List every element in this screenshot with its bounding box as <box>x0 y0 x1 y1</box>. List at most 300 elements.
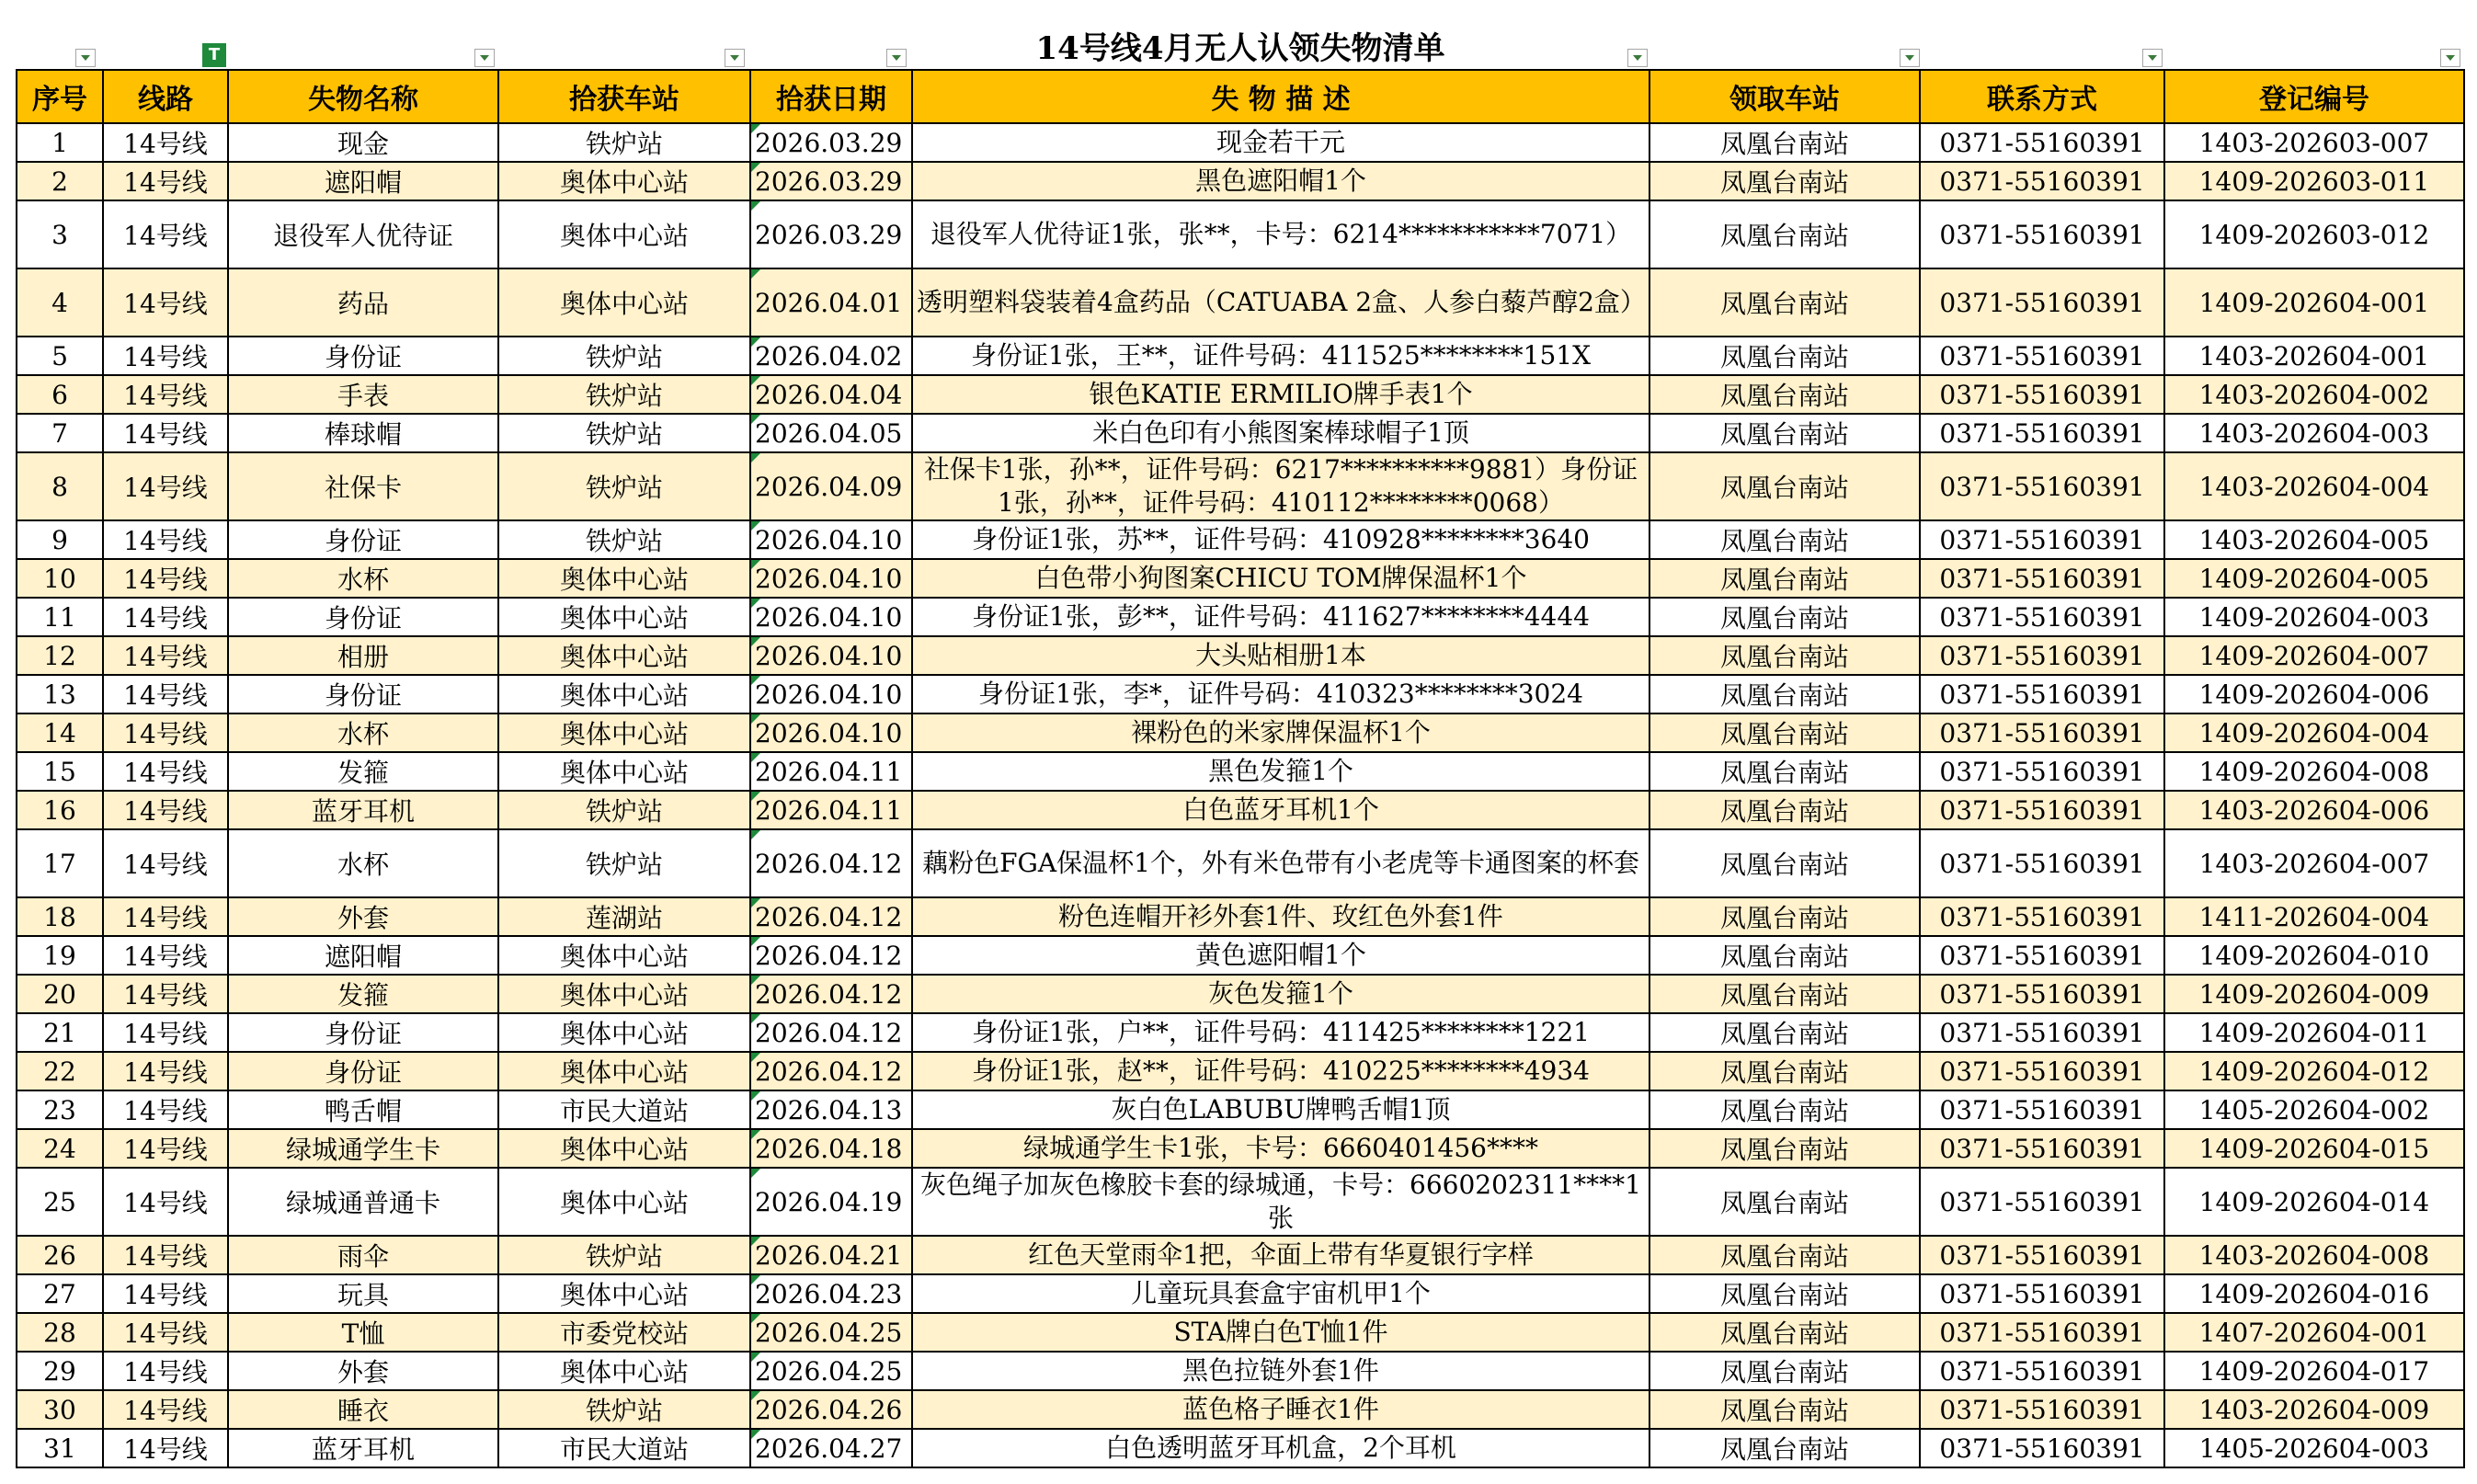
cell-pickup-station[interactable]: 凤凰台南站 <box>1649 268 1920 337</box>
filter-dropdown-icon[interactable] <box>1627 49 1648 67</box>
cell-reg-number[interactable]: 1409-202604-007 <box>2164 636 2464 675</box>
cell-description[interactable]: 白色透明蓝牙耳机盒，2个耳机 <box>912 1429 1649 1467</box>
cell-reg-number[interactable]: 1403-202604-003 <box>2164 414 2464 452</box>
cell-line[interactable]: 14号线 <box>103 675 228 713</box>
cell-found-date[interactable]: 2026.04.12 <box>750 1052 912 1090</box>
cell-pickup-station[interactable]: 凤凰台南站 <box>1649 200 1920 268</box>
cell-pickup-station[interactable]: 凤凰台南站 <box>1649 1390 1920 1429</box>
cell-index[interactable]: 15 <box>17 752 103 791</box>
cell-item-name[interactable]: 外套 <box>228 1352 498 1390</box>
cell-found-date[interactable]: 2026.04.10 <box>750 636 912 675</box>
cell-found-date[interactable]: 2026.04.18 <box>750 1129 912 1168</box>
cell-pickup-station[interactable]: 凤凰台南站 <box>1649 897 1920 936</box>
cell-index[interactable]: 30 <box>17 1390 103 1429</box>
cell-found-date[interactable]: 2026.04.19 <box>750 1168 912 1236</box>
cell-reg-number[interactable]: 1409-202604-014 <box>2164 1168 2464 1236</box>
cell-found-station[interactable]: 市民大道站 <box>498 1090 750 1129</box>
cell-found-date[interactable]: 2026.04.05 <box>750 414 912 452</box>
table-row[interactable] <box>17 1313 2464 1352</box>
title-cell[interactable] <box>17 16 2464 70</box>
cell-pickup-station[interactable]: 凤凰台南站 <box>1649 1274 1920 1313</box>
cell-line[interactable]: 14号线 <box>103 1236 228 1274</box>
cell-pickup-station[interactable]: 凤凰台南站 <box>1649 1168 1920 1236</box>
cell-pickup-station[interactable]: 凤凰台南站 <box>1649 520 1920 559</box>
table-row[interactable] <box>17 1129 2464 1168</box>
cell-line[interactable]: 14号线 <box>103 162 228 200</box>
cell-reg-number[interactable]: 1403-202604-002 <box>2164 375 2464 414</box>
active-filter-icon[interactable]: T <box>202 43 226 67</box>
cell-pickup-station[interactable]: 凤凰台南站 <box>1649 829 1920 897</box>
cell-reg-number[interactable]: 1409-202604-001 <box>2164 268 2464 337</box>
cell-description[interactable]: STA牌白色T恤1件 <box>912 1313 1649 1352</box>
cell-description[interactable]: 灰色发箍1个 <box>912 975 1649 1013</box>
table-row[interactable] <box>17 1390 2464 1429</box>
cell-index[interactable]: 14 <box>17 713 103 752</box>
cell-found-station[interactable]: 铁炉站 <box>498 375 750 414</box>
cell-found-station[interactable]: 奥体中心站 <box>498 675 750 713</box>
cell-found-station[interactable]: 奥体中心站 <box>498 713 750 752</box>
table-row[interactable] <box>17 1013 2464 1052</box>
cell-reg-number[interactable]: 1403-202604-005 <box>2164 520 2464 559</box>
cell-reg-number[interactable]: 1403-202604-001 <box>2164 337 2464 375</box>
cell-found-date[interactable]: 2026.04.12 <box>750 1013 912 1052</box>
table-row[interactable] <box>17 162 2464 200</box>
table-row[interactable] <box>17 975 2464 1013</box>
cell-contact[interactable]: 0371-55160391 <box>1920 200 2164 268</box>
cell-description[interactable]: 身份证1张，赵**，证件号码：410225********4934 <box>912 1052 1649 1090</box>
table-row[interactable] <box>17 675 2464 713</box>
column-header-found-station[interactable]: 拾获车站 <box>498 70 750 123</box>
cell-found-station[interactable]: 铁炉站 <box>498 452 750 520</box>
cell-index[interactable]: 1 <box>17 123 103 162</box>
table-row[interactable] <box>17 375 2464 414</box>
cell-line[interactable]: 14号线 <box>103 636 228 675</box>
cell-found-date[interactable]: 2026.04.23 <box>750 1274 912 1313</box>
cell-index[interactable]: 19 <box>17 936 103 975</box>
filter-dropdown-icon[interactable] <box>75 49 96 67</box>
cell-item-name[interactable]: 绿城通普通卡 <box>228 1168 498 1236</box>
cell-found-date[interactable]: 2026.04.01 <box>750 268 912 337</box>
cell-description[interactable]: 灰色绳子加灰色橡胶卡套的绿城通，卡号：6660202311****1张 <box>912 1168 1649 1236</box>
cell-pickup-station[interactable]: 凤凰台南站 <box>1649 1352 1920 1390</box>
cell-description[interactable]: 身份证1张，彭**，证件号码：411627********4444 <box>912 598 1649 636</box>
cell-found-station[interactable]: 铁炉站 <box>498 829 750 897</box>
cell-pickup-station[interactable]: 凤凰台南站 <box>1649 975 1920 1013</box>
filter-dropdown-icon[interactable] <box>2142 49 2163 67</box>
table-row[interactable] <box>17 1168 2464 1236</box>
cell-item-name[interactable]: 现金 <box>228 123 498 162</box>
cell-reg-number[interactable]: 1409-202604-003 <box>2164 598 2464 636</box>
cell-index[interactable]: 22 <box>17 1052 103 1090</box>
cell-contact[interactable]: 0371-55160391 <box>1920 975 2164 1013</box>
cell-reg-number[interactable]: 1409-202603-011 <box>2164 162 2464 200</box>
cell-pickup-station[interactable]: 凤凰台南站 <box>1649 123 1920 162</box>
cell-line[interactable]: 14号线 <box>103 520 228 559</box>
cell-description[interactable]: 黑色发箍1个 <box>912 752 1649 791</box>
cell-index[interactable]: 13 <box>17 675 103 713</box>
cell-line[interactable]: 14号线 <box>103 1352 228 1390</box>
cell-description[interactable]: 儿童玩具套盒宇宙机甲1个 <box>912 1274 1649 1313</box>
cell-found-station[interactable]: 奥体中心站 <box>498 752 750 791</box>
table-row[interactable] <box>17 337 2464 375</box>
cell-reg-number[interactable]: 1405-202604-003 <box>2164 1429 2464 1467</box>
cell-item-name[interactable]: 相册 <box>228 636 498 675</box>
cell-reg-number[interactable]: 1409-202604-010 <box>2164 936 2464 975</box>
cell-description[interactable]: 退役军人优待证1张，张**，卡号：6214***********7071） <box>912 200 1649 268</box>
cell-found-station[interactable]: 奥体中心站 <box>498 1129 750 1168</box>
cell-found-station[interactable]: 奥体中心站 <box>498 1352 750 1390</box>
cell-item-name[interactable]: 雨伞 <box>228 1236 498 1274</box>
cell-index[interactable]: 7 <box>17 414 103 452</box>
cell-contact[interactable]: 0371-55160391 <box>1920 268 2164 337</box>
cell-item-name[interactable]: 鸭舌帽 <box>228 1090 498 1129</box>
cell-found-date[interactable]: 2026.04.27 <box>750 1429 912 1467</box>
cell-line[interactable]: 14号线 <box>103 1274 228 1313</box>
cell-pickup-station[interactable]: 凤凰台南站 <box>1649 752 1920 791</box>
cell-contact[interactable]: 0371-55160391 <box>1920 598 2164 636</box>
cell-item-name[interactable]: 手表 <box>228 375 498 414</box>
cell-index[interactable]: 16 <box>17 791 103 829</box>
cell-pickup-station[interactable]: 凤凰台南站 <box>1649 1313 1920 1352</box>
cell-reg-number[interactable]: 1405-202604-002 <box>2164 1090 2464 1129</box>
cell-reg-number[interactable]: 1411-202604-004 <box>2164 897 2464 936</box>
cell-item-name[interactable]: 水杯 <box>228 829 498 897</box>
cell-found-date[interactable]: 2026.04.04 <box>750 375 912 414</box>
cell-line[interactable]: 14号线 <box>103 1090 228 1129</box>
cell-found-station[interactable]: 奥体中心站 <box>498 1274 750 1313</box>
cell-index[interactable]: 23 <box>17 1090 103 1129</box>
cell-reg-number[interactable]: 1409-202604-016 <box>2164 1274 2464 1313</box>
cell-found-date[interactable]: 2026.04.25 <box>750 1352 912 1390</box>
cell-description[interactable]: 粉色连帽开衫外套1件、玫红色外套1件 <box>912 897 1649 936</box>
cell-pickup-station[interactable]: 凤凰台南站 <box>1649 675 1920 713</box>
cell-description[interactable]: 身份证1张，李*，证件号码：410323********3024 <box>912 675 1649 713</box>
cell-found-station[interactable]: 奥体中心站 <box>498 636 750 675</box>
cell-description[interactable]: 身份证1张，苏**，证件号码：410928********3640 <box>912 520 1649 559</box>
cell-found-date[interactable]: 2026.04.21 <box>750 1236 912 1274</box>
cell-item-name[interactable]: 蓝牙耳机 <box>228 791 498 829</box>
cell-line[interactable]: 14号线 <box>103 1390 228 1429</box>
cell-reg-number[interactable]: 1403-202604-007 <box>2164 829 2464 897</box>
cell-item-name[interactable]: 遮阳帽 <box>228 162 498 200</box>
cell-pickup-station[interactable]: 凤凰台南站 <box>1649 1090 1920 1129</box>
filter-dropdown-icon[interactable] <box>474 49 495 67</box>
cell-item-name[interactable]: 外套 <box>228 897 498 936</box>
cell-index[interactable]: 2 <box>17 162 103 200</box>
cell-line[interactable]: 14号线 <box>103 791 228 829</box>
cell-description[interactable]: 绿城通学生卡1张，卡号：6660401456**** <box>912 1129 1649 1168</box>
cell-description[interactable]: 灰白色LABUBU牌鸭舌帽1顶 <box>912 1090 1649 1129</box>
cell-description[interactable]: 身份证1张，户**，证件号码：411425********1221 <box>912 1013 1649 1052</box>
cell-item-name[interactable]: 玩具 <box>228 1274 498 1313</box>
cell-index[interactable]: 11 <box>17 598 103 636</box>
cell-found-date[interactable]: 2026.04.12 <box>750 897 912 936</box>
table-row[interactable] <box>17 1236 2464 1274</box>
cell-contact[interactable]: 0371-55160391 <box>1920 162 2164 200</box>
cell-item-name[interactable]: 社保卡 <box>228 452 498 520</box>
cell-found-date[interactable]: 2026.04.26 <box>750 1390 912 1429</box>
table-row[interactable] <box>17 414 2464 452</box>
cell-item-name[interactable]: 身份证 <box>228 1013 498 1052</box>
cell-pickup-station[interactable]: 凤凰台南站 <box>1649 414 1920 452</box>
cell-contact[interactable]: 0371-55160391 <box>1920 675 2164 713</box>
cell-index[interactable]: 12 <box>17 636 103 675</box>
cell-found-station[interactable]: 奥体中心站 <box>498 200 750 268</box>
cell-pickup-station[interactable]: 凤凰台南站 <box>1649 559 1920 598</box>
cell-found-station[interactable]: 铁炉站 <box>498 1390 750 1429</box>
cell-found-date[interactable]: 2026.04.12 <box>750 829 912 897</box>
cell-line[interactable]: 14号线 <box>103 375 228 414</box>
column-header-line[interactable]: 线路 <box>103 70 228 123</box>
filter-dropdown-icon[interactable] <box>725 49 745 67</box>
cell-line[interactable]: 14号线 <box>103 829 228 897</box>
cell-line[interactable]: 14号线 <box>103 1013 228 1052</box>
cell-contact[interactable]: 0371-55160391 <box>1920 829 2164 897</box>
cell-reg-number[interactable]: 1409-202604-015 <box>2164 1129 2464 1168</box>
cell-pickup-station[interactable]: 凤凰台南站 <box>1649 636 1920 675</box>
cell-description[interactable]: 大头贴相册1本 <box>912 636 1649 675</box>
cell-contact[interactable]: 0371-55160391 <box>1920 897 2164 936</box>
table-row[interactable] <box>17 791 2464 829</box>
cell-found-date[interactable]: 2026.04.10 <box>750 598 912 636</box>
cell-pickup-station[interactable]: 凤凰台南站 <box>1649 452 1920 520</box>
cell-pickup-station[interactable]: 凤凰台南站 <box>1649 1013 1920 1052</box>
cell-reg-number[interactable]: 1403-202604-006 <box>2164 791 2464 829</box>
filter-dropdown-icon[interactable] <box>2440 49 2460 67</box>
cell-index[interactable]: 5 <box>17 337 103 375</box>
cell-item-name[interactable]: 退役军人优待证 <box>228 200 498 268</box>
cell-contact[interactable]: 0371-55160391 <box>1920 1352 2164 1390</box>
cell-found-date[interactable]: 2026.03.29 <box>750 200 912 268</box>
cell-index[interactable]: 24 <box>17 1129 103 1168</box>
cell-found-date[interactable]: 2026.04.10 <box>750 675 912 713</box>
cell-found-date[interactable]: 2026.03.29 <box>750 162 912 200</box>
cell-description[interactable]: 透明塑料袋装着4盒药品（CATUABA 2盒、人参白藜芦醇2盒） <box>912 268 1649 337</box>
cell-item-name[interactable]: 发箍 <box>228 975 498 1013</box>
cell-found-date[interactable]: 2026.04.12 <box>750 975 912 1013</box>
cell-pickup-station[interactable]: 凤凰台南站 <box>1649 1429 1920 1467</box>
cell-pickup-station[interactable]: 凤凰台南站 <box>1649 791 1920 829</box>
cell-index[interactable]: 26 <box>17 1236 103 1274</box>
cell-contact[interactable]: 0371-55160391 <box>1920 452 2164 520</box>
cell-description[interactable]: 黑色拉链外套1件 <box>912 1352 1649 1390</box>
cell-line[interactable]: 14号线 <box>103 936 228 975</box>
cell-found-station[interactable]: 铁炉站 <box>498 520 750 559</box>
cell-found-date[interactable]: 2026.04.10 <box>750 713 912 752</box>
cell-found-station[interactable]: 铁炉站 <box>498 123 750 162</box>
cell-reg-number[interactable]: 1409-202604-008 <box>2164 752 2464 791</box>
table-row[interactable] <box>17 559 2464 598</box>
cell-item-name[interactable]: 水杯 <box>228 713 498 752</box>
cell-found-station[interactable]: 铁炉站 <box>498 791 750 829</box>
cell-reg-number[interactable]: 1409-202604-012 <box>2164 1052 2464 1090</box>
cell-item-name[interactable]: 水杯 <box>228 559 498 598</box>
column-header-item-name[interactable]: 失物名称 <box>228 70 498 123</box>
column-header-found-date[interactable]: 拾获日期 <box>750 70 912 123</box>
table-row[interactable] <box>17 752 2464 791</box>
cell-found-station[interactable]: 奥体中心站 <box>498 1052 750 1090</box>
cell-index[interactable]: 17 <box>17 829 103 897</box>
cell-found-date[interactable]: 2026.04.11 <box>750 752 912 791</box>
cell-reg-number[interactable]: 1409-202604-004 <box>2164 713 2464 752</box>
cell-item-name[interactable]: 药品 <box>228 268 498 337</box>
cell-contact[interactable]: 0371-55160391 <box>1920 1090 2164 1129</box>
cell-index[interactable]: 18 <box>17 897 103 936</box>
cell-pickup-station[interactable]: 凤凰台南站 <box>1649 598 1920 636</box>
cell-description[interactable]: 身份证1张，王**，证件号码：411525********151X <box>912 337 1649 375</box>
cell-pickup-station[interactable]: 凤凰台南站 <box>1649 713 1920 752</box>
cell-found-station[interactable]: 铁炉站 <box>498 1236 750 1274</box>
cell-line[interactable]: 14号线 <box>103 200 228 268</box>
cell-found-station[interactable]: 奥体中心站 <box>498 975 750 1013</box>
cell-item-name[interactable]: 蓝牙耳机 <box>228 1429 498 1467</box>
cell-item-name[interactable]: 身份证 <box>228 520 498 559</box>
cell-pickup-station[interactable]: 凤凰台南站 <box>1649 375 1920 414</box>
filter-dropdown-icon[interactable] <box>1900 49 1920 67</box>
table-row[interactable] <box>17 200 2464 268</box>
cell-description[interactable]: 现金若干元 <box>912 123 1649 162</box>
table-row[interactable] <box>17 936 2464 975</box>
cell-index[interactable]: 10 <box>17 559 103 598</box>
table-row[interactable] <box>17 452 2464 520</box>
table-row[interactable] <box>17 1274 2464 1313</box>
table-row[interactable] <box>17 636 2464 675</box>
cell-reg-number[interactable]: 1403-202604-009 <box>2164 1390 2464 1429</box>
cell-index[interactable]: 6 <box>17 375 103 414</box>
table-row[interactable] <box>17 897 2464 936</box>
cell-line[interactable]: 14号线 <box>103 337 228 375</box>
cell-contact[interactable]: 0371-55160391 <box>1920 1013 2164 1052</box>
cell-item-name[interactable]: 发箍 <box>228 752 498 791</box>
cell-found-station[interactable]: 奥体中心站 <box>498 1168 750 1236</box>
cell-pickup-station[interactable]: 凤凰台南站 <box>1649 936 1920 975</box>
cell-contact[interactable]: 0371-55160391 <box>1920 1129 2164 1168</box>
cell-description[interactable]: 黄色遮阳帽1个 <box>912 936 1649 975</box>
cell-description[interactable]: 裸粉色的米家牌保温杯1个 <box>912 713 1649 752</box>
table-row[interactable] <box>17 268 2464 337</box>
column-header-contact[interactable]: 联系方式 <box>1920 70 2164 123</box>
cell-contact[interactable]: 0371-55160391 <box>1920 414 2164 452</box>
cell-line[interactable]: 14号线 <box>103 897 228 936</box>
cell-description[interactable]: 白色带小狗图案CHICU TOM牌保温杯1个 <box>912 559 1649 598</box>
cell-found-date[interactable]: 2026.04.11 <box>750 791 912 829</box>
cell-line[interactable]: 14号线 <box>103 1313 228 1352</box>
cell-found-station[interactable]: 市民大道站 <box>498 1429 750 1467</box>
cell-found-date[interactable]: 2026.04.12 <box>750 936 912 975</box>
cell-reg-number[interactable]: 1409-202604-017 <box>2164 1352 2464 1390</box>
cell-item-name[interactable]: 棒球帽 <box>228 414 498 452</box>
cell-item-name[interactable]: 身份证 <box>228 337 498 375</box>
cell-found-date[interactable]: 2026.04.25 <box>750 1313 912 1352</box>
cell-found-station[interactable]: 莲湖站 <box>498 897 750 936</box>
table-row[interactable] <box>17 1352 2464 1390</box>
cell-index[interactable]: 25 <box>17 1168 103 1236</box>
cell-contact[interactable]: 0371-55160391 <box>1920 1052 2164 1090</box>
cell-index[interactable]: 8 <box>17 452 103 520</box>
table-row[interactable] <box>17 1090 2464 1129</box>
cell-description[interactable]: 米白色印有小熊图案棒球帽子1顶 <box>912 414 1649 452</box>
cell-pickup-station[interactable]: 凤凰台南站 <box>1649 1129 1920 1168</box>
cell-contact[interactable]: 0371-55160391 <box>1920 337 2164 375</box>
cell-reg-number[interactable]: 1403-202604-008 <box>2164 1236 2464 1274</box>
cell-line[interactable]: 14号线 <box>103 1052 228 1090</box>
cell-found-station[interactable]: 铁炉站 <box>498 337 750 375</box>
cell-line[interactable]: 14号线 <box>103 1129 228 1168</box>
cell-found-station[interactable]: 奥体中心站 <box>498 936 750 975</box>
cell-line[interactable]: 14号线 <box>103 598 228 636</box>
cell-found-date[interactable]: 2026.04.13 <box>750 1090 912 1129</box>
cell-contact[interactable]: 0371-55160391 <box>1920 936 2164 975</box>
cell-description[interactable]: 社保卡1张，孙**，证件号码：6217**********9881）身份证1张，孙**，证件号码：410112********0068） <box>912 452 1649 520</box>
cell-description[interactable]: 藕粉色FGA保温杯1个，外有米色带有小老虎等卡通图案的杯套 <box>912 829 1649 897</box>
cell-contact[interactable]: 0371-55160391 <box>1920 1390 2164 1429</box>
cell-line[interactable]: 14号线 <box>103 752 228 791</box>
cell-index[interactable]: 4 <box>17 268 103 337</box>
cell-contact[interactable]: 0371-55160391 <box>1920 1274 2164 1313</box>
cell-found-station[interactable]: 市委党校站 <box>498 1313 750 1352</box>
table-row[interactable] <box>17 829 2464 897</box>
cell-reg-number[interactable]: 1403-202604-004 <box>2164 452 2464 520</box>
cell-pickup-station[interactable]: 凤凰台南站 <box>1649 337 1920 375</box>
cell-line[interactable]: 14号线 <box>103 1429 228 1467</box>
cell-item-name[interactable]: 身份证 <box>228 598 498 636</box>
cell-contact[interactable]: 0371-55160391 <box>1920 1236 2164 1274</box>
cell-description[interactable]: 银色KATIE ERMILIO牌手表1个 <box>912 375 1649 414</box>
cell-reg-number[interactable]: 1403-202603-007 <box>2164 123 2464 162</box>
cell-index[interactable]: 27 <box>17 1274 103 1313</box>
cell-contact[interactable]: 0371-55160391 <box>1920 1168 2164 1236</box>
cell-contact[interactable]: 0371-55160391 <box>1920 713 2164 752</box>
cell-found-station[interactable]: 奥体中心站 <box>498 162 750 200</box>
cell-line[interactable]: 14号线 <box>103 559 228 598</box>
cell-reg-number[interactable]: 1409-202604-005 <box>2164 559 2464 598</box>
column-header-description[interactable]: 失 物 描 述 <box>912 70 1649 123</box>
cell-line[interactable]: 14号线 <box>103 123 228 162</box>
column-header-index[interactable]: 序号 <box>17 70 103 123</box>
cell-found-date[interactable]: 2026.04.09 <box>750 452 912 520</box>
cell-index[interactable]: 21 <box>17 1013 103 1052</box>
filter-dropdown-icon[interactable] <box>886 49 907 67</box>
cell-reg-number[interactable]: 1409-202604-009 <box>2164 975 2464 1013</box>
cell-pickup-station[interactable]: 凤凰台南站 <box>1649 1236 1920 1274</box>
cell-line[interactable]: 14号线 <box>103 414 228 452</box>
cell-found-station[interactable]: 铁炉站 <box>498 414 750 452</box>
cell-line[interactable]: 14号线 <box>103 975 228 1013</box>
cell-reg-number[interactable]: 1407-202604-001 <box>2164 1313 2464 1352</box>
cell-index[interactable]: 3 <box>17 200 103 268</box>
cell-contact[interactable]: 0371-55160391 <box>1920 752 2164 791</box>
cell-reg-number[interactable]: 1409-202604-006 <box>2164 675 2464 713</box>
cell-description[interactable]: 红色天堂雨伞1把，伞面上带有华夏银行字样 <box>912 1236 1649 1274</box>
cell-item-name[interactable]: 睡衣 <box>228 1390 498 1429</box>
cell-contact[interactable]: 0371-55160391 <box>1920 559 2164 598</box>
cell-index[interactable]: 28 <box>17 1313 103 1352</box>
cell-found-station[interactable]: 奥体中心站 <box>498 598 750 636</box>
cell-contact[interactable]: 0371-55160391 <box>1920 1313 2164 1352</box>
cell-contact[interactable]: 0371-55160391 <box>1920 1429 2164 1467</box>
cell-item-name[interactable]: T恤 <box>228 1313 498 1352</box>
cell-item-name[interactable]: 绿城通学生卡 <box>228 1129 498 1168</box>
cell-line[interactable]: 14号线 <box>103 268 228 337</box>
cell-contact[interactable]: 0371-55160391 <box>1920 636 2164 675</box>
column-header-pickup-station[interactable]: 领取车站 <box>1649 70 1920 123</box>
cell-description[interactable]: 白色蓝牙耳机1个 <box>912 791 1649 829</box>
table-row[interactable] <box>17 123 2464 162</box>
cell-index[interactable]: 29 <box>17 1352 103 1390</box>
cell-index[interactable]: 20 <box>17 975 103 1013</box>
cell-contact[interactable]: 0371-55160391 <box>1920 375 2164 414</box>
cell-found-date[interactable]: 2026.04.02 <box>750 337 912 375</box>
